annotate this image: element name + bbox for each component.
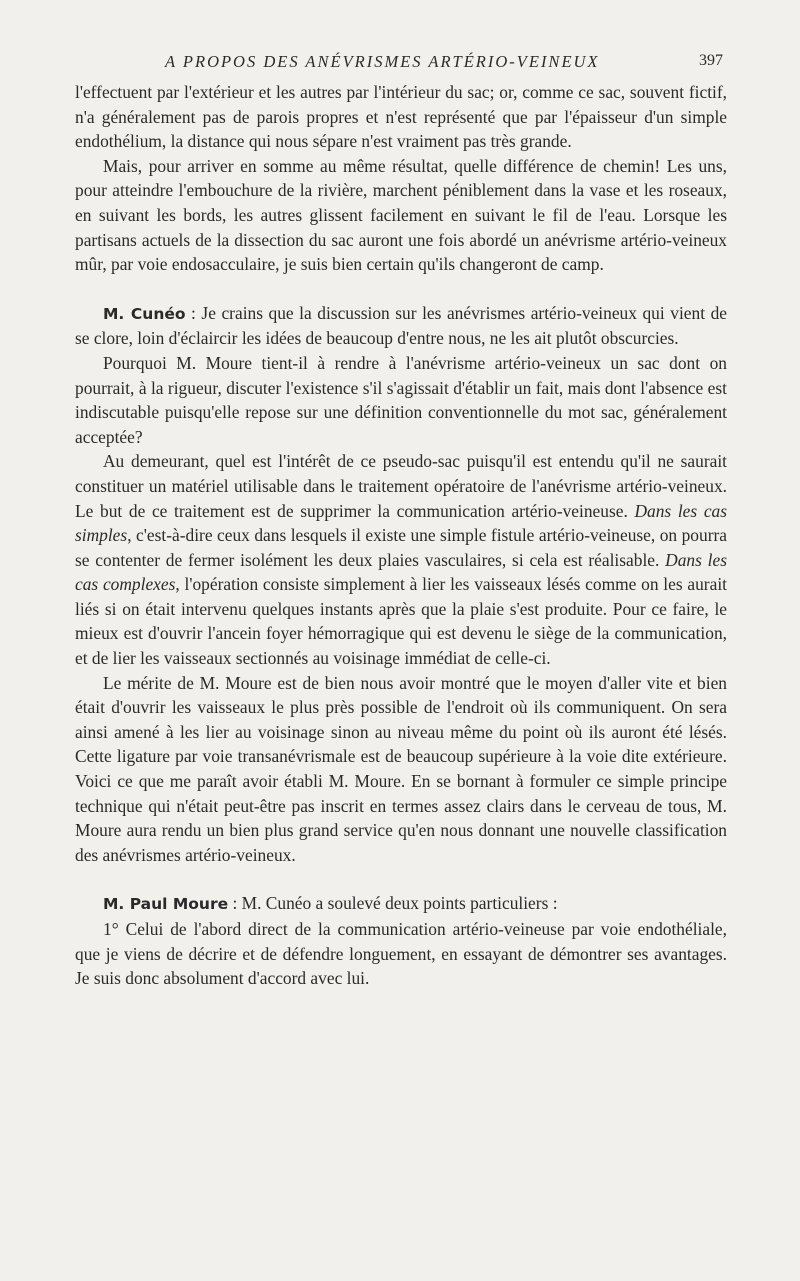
text-run: , l'opération consiste simplement à lier les vaisseaux lésés comme on les aurait liés si on était intervenu quelques instants après que la plaie s'est produite. Pour ce faire, le mieux est d'ouvrir l'ancein foyer hémorragique qui est devenu le siège de la communication, et de lier les vaisseaux sectionnés au voisinage immédiat de celle-ci. — [75, 574, 727, 669]
paragraph-with-emphasis — [75, 449, 727, 670]
running-title: A PROPOS DES ANÉVRISMES ARTÉRIO-VEINEUX — [165, 52, 600, 71]
paragraph: Mais, pour arriver en somme au même résultat, quelle différence de chemin! Les uns, pour atteindre l'embouchure de la rivière, marchent péniblement dans la vase et les roseaux, en suivant les bords, les autres glissent facilement en suivant le fil de l'eau. Lorsque les partisans actuels de la dissection du sac auront une fois abordé un anévrisme artério-veineux mûr, par voie endosacculaire, je suis bien certain qu'ils changeront de camp. — [75, 155, 727, 275]
running-head — [75, 50, 727, 80]
paragraph: 1° Celui de l'abord direct de la communication artério-veineuse par voie endothéliale, que je viens de décrire et de défendre longuement, en essayant de démontrer ses avantages. Je suis donc absolument d'accord avec lui. — [75, 919, 727, 989]
page-number: 397 — [699, 52, 723, 69]
paragraph-gap — [75, 867, 727, 891]
speaker-text: : M. Cunéo a soulevé deux points particuliers : — [228, 893, 558, 914]
paragraph: Le mérite de M. Moure est de bien nous avoir montré que le moyen d'aller vite et bien était d'ouvrir les vaisseaux le plus près possible de l'endroit où ils communiquent. On sera ainsi amené à les lier au voisinage sinon au niveau même du point où ils auront été lésés. Cette ligature par voie transanévrismale est de beaucoup supérieure à la voie dite extérieure. Voici ce que me paraît avoir établi M. Moure. En se bornant à formuler ce simple principe technique qui n'était peut-être pas inscrit en termes assez clairs dans le cerveau de tous, M. Moure aura rendu un bien plus grand service qu'en nous donnant une nouvelle classification des anévrismes artério-veineux. — [75, 672, 727, 865]
paragraph-continuation: l'effectuent par l'extérieur et les autres par l'intérieur du sac; or, comme ce sac, souvent fictif, n'a généralement pas de parois propres et n'est représenté que par l'épaisseur d'un simple endothélium, la distance qui nous sépare n'est vraiment pas très grande. — [75, 82, 727, 152]
speaker-paragraph-cuneo — [75, 301, 727, 351]
emphasis: Dans les cas complexes — [75, 549, 727, 595]
speaker-name: M. Paul Moure — [103, 895, 229, 914]
emphasis: Dans les cas simples — [75, 500, 727, 546]
body-text — [75, 80, 727, 991]
speaker-name: M. Cunéo — [103, 304, 186, 323]
speaker-paragraph-moure — [75, 891, 727, 917]
paragraph-gap — [75, 277, 727, 301]
text-run: , c'est-à-dire ceux dans lesquels il existe une simple fistule artério-veineuse, on pourra se contenter de fermer isolément les deux plaies vasculaires, si cela est réalisable. — [75, 525, 727, 570]
paragraph: Pourquoi M. Moure tient-il à rendre à l'anévrisme artério-veineux un sac dont on pourrait, à la rigueur, discuter l'existence s'il s'agissait d'établir un fait, mais dont l'absence est indiscutable puisqu'elle repose sur une définition conventionnelle du mot sac, généralement acceptée? — [75, 352, 727, 447]
speaker-text: : Je crains que la discussion sur les anévrismes artério-veineux qui vient de se clore, loin d'éclaircir les idées de beaucoup d'entre nous, ne les ait plutôt obscurcies. — [75, 302, 727, 349]
text-run: Au demeurant, quel est l'intérêt de ce pseudo-sac puisqu'il est entendu qu'il ne saurait constituer un matériel utilisable dans le traitement opératoire de l'anévrisme artério-veineux. Le but de ce traitement est de supprimer la communication artério-veineuse. — [75, 451, 727, 521]
